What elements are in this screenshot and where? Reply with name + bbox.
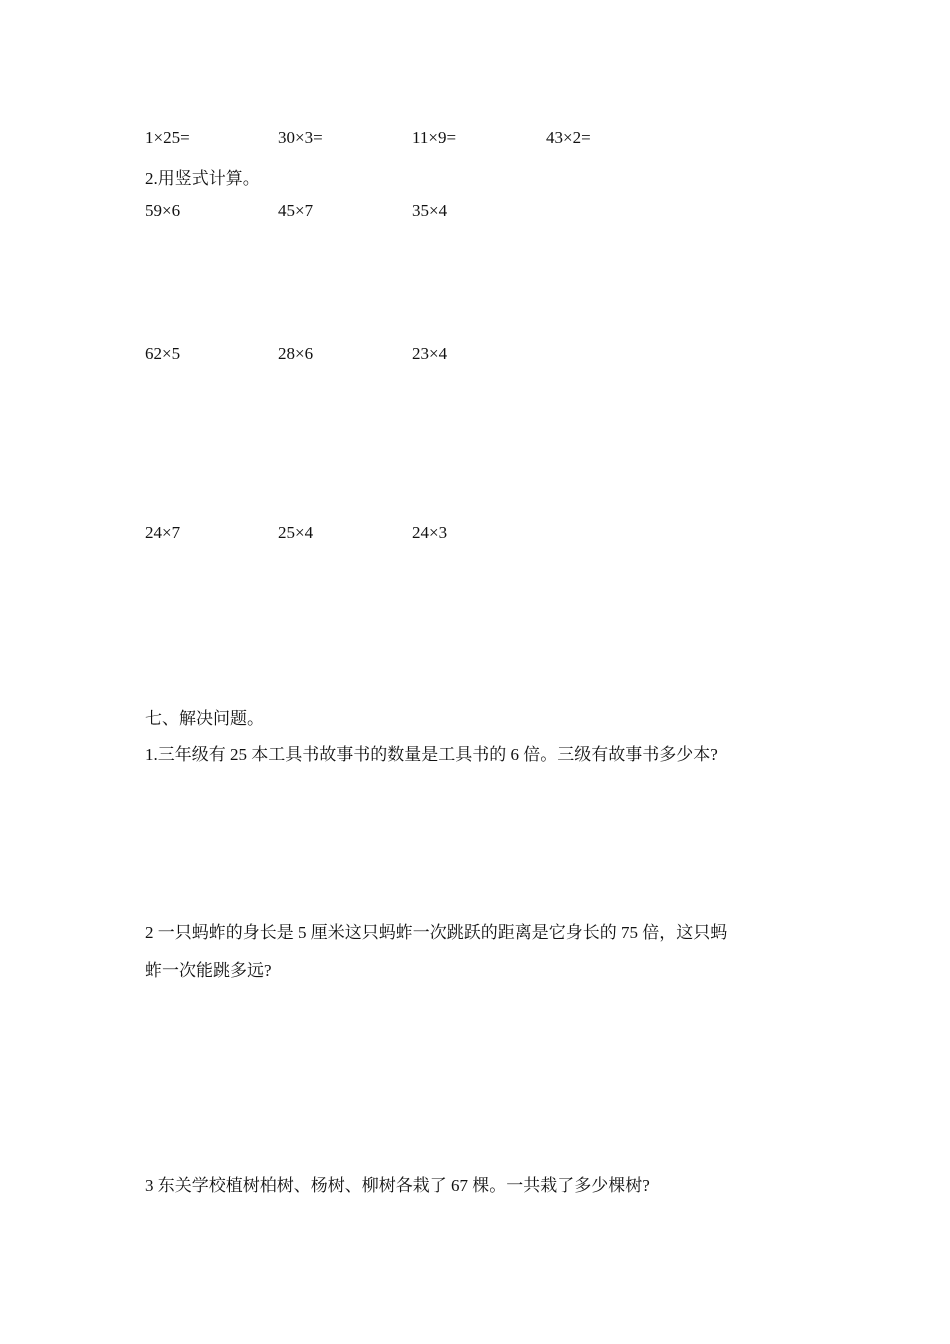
oral-calc-item: 1×25= xyxy=(145,128,190,147)
oral-calc-item: 30×3= xyxy=(278,128,323,147)
vertical-calc-item: 24×3 xyxy=(412,523,448,542)
problems-heading: 七、解决问题。 xyxy=(145,709,264,728)
vertical-calc-item: 59×6 xyxy=(145,201,181,220)
vertical-calc-item: 24×7 xyxy=(145,523,181,542)
vertical-calc-item: 23×4 xyxy=(412,344,448,363)
vertical-calc-heading: 2.用竖式计算。 xyxy=(145,169,260,188)
oral-calc-item: 11×9= xyxy=(412,128,457,147)
vertical-calc-item: 28×6 xyxy=(278,344,314,363)
problem-2-line-1: 2 一只蚂蚱的身长是 5 厘米这只蚂蚱一次跳跃的距离是它身长的 75 倍，这只蚂 xyxy=(145,923,728,942)
vertical-calc-item: 25×4 xyxy=(278,523,314,542)
oral-calc-item: 43×2= xyxy=(546,128,591,147)
vertical-calc-item: 62×5 xyxy=(145,344,181,363)
vertical-calc-item: 35×4 xyxy=(412,201,448,220)
problem-2-line-2: 蚱一次能跳多远? xyxy=(145,961,272,980)
vertical-calc-item: 45×7 xyxy=(278,201,314,220)
problem-1: 1.三年级有 25 本工具书故事书的数量是工具书的 6 倍。三级有故事书多少本? xyxy=(145,745,718,764)
problem-3: 3 东关学校植树柏树、杨树、柳树各栽了 67 棵。一共栽了多少棵树? xyxy=(145,1176,650,1195)
